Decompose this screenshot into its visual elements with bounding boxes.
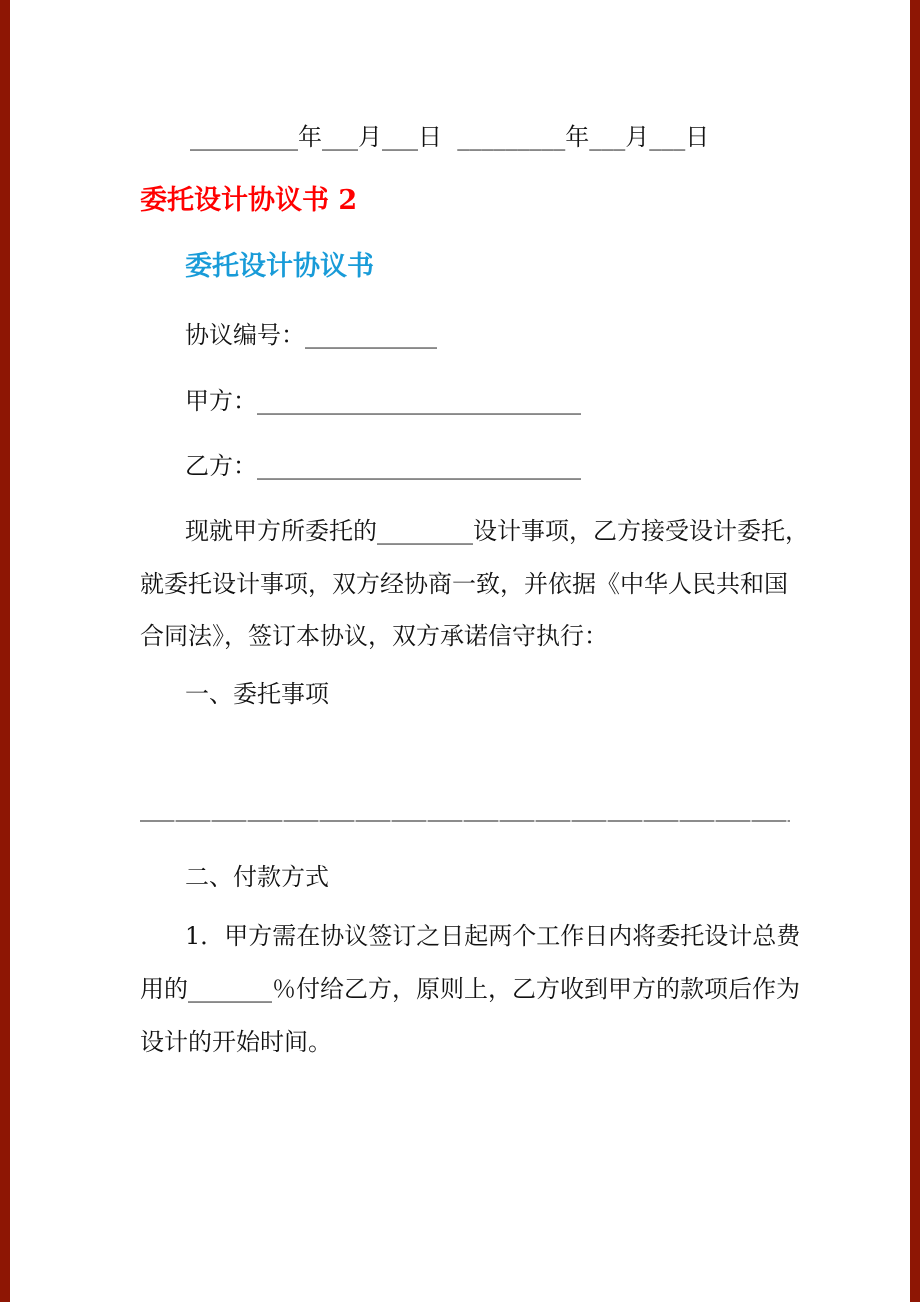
agreement-number-field: 协议编号：___________ [185,321,437,349]
page-left-border [0,0,10,1302]
party-b-field: 乙方：___________________________ [185,452,581,480]
intro-paragraph-line-1: 现就甲方所委托的________设计事项，乙方接受设计委托， [185,517,809,545]
party-a-field: 甲方：___________________________ [185,387,581,415]
section-divider-line [140,820,790,822]
clause-1-line-2: 用的_______％付给乙方，原则上，乙方收到甲方的款项后作为 [140,975,800,1003]
intro-paragraph-line-2: 就委托设计事项，双方经协商一致，并依据《中华人民共和国 [140,570,788,598]
intro-paragraph-line-3: 合同法》，签订本协议，双方承诺信守执行： [140,622,608,650]
date-signature-line: _________年___月___日 _________年___月___日 [190,123,710,151]
document-title-red: 委托设计协议书 2 [140,185,358,216]
section-2-heading: 二、付款方式 [185,863,329,891]
clause-1-line-3: 设计的开始时间。 [140,1028,332,1056]
page-right-border [910,0,920,1302]
section-1-heading: 一、委托事项 [185,680,329,708]
clause-1-line-1: 1．甲方需在协议签订之日起两个工作日内将委托设计总费 [185,922,801,950]
document-subtitle-blue: 委托设计协议书 [185,251,374,282]
